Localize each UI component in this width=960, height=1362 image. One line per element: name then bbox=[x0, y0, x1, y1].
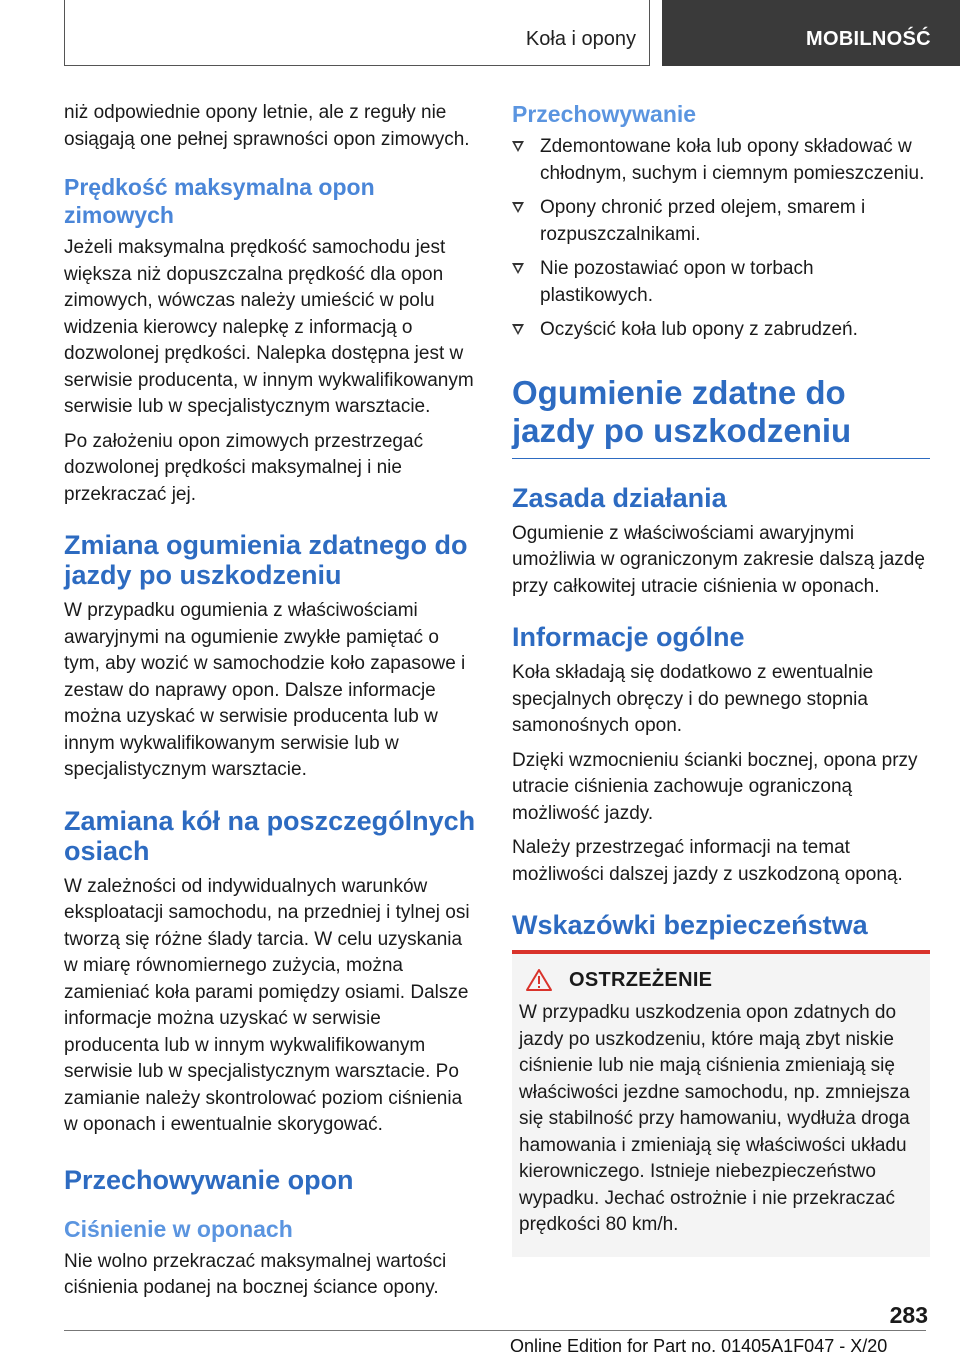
intro-paragraph: niż odpowiednie opony letnie, ale z reguły nie osiągają one pełnej sprawności opon zimowych. bbox=[64, 102, 470, 150]
heading-tyre-storage: Przechowywanie opon bbox=[64, 1164, 354, 1195]
storage-list bbox=[512, 134, 930, 344]
list-item: Opony chronić przed olejem, smarem i rozpuszczalnikami. bbox=[512, 195, 930, 248]
max-speed-paragraph-2: Po założeniu opon zimowych przestrzegać dozwolonej prędkości maksymalnej i nie przekraczać jej. bbox=[64, 430, 424, 505]
heading-change-tyres: Zmiana ogumienia zdatnego do jazdy po uszkodzeniu bbox=[64, 530, 468, 590]
left-column bbox=[64, 100, 480, 1310]
general-paragraph-1: Koła składają się dodatkowo z ewentualnie specjalnych obręczy i do pewnego stopnia samonośnych opon. bbox=[512, 662, 874, 736]
page-number: 283 bbox=[889, 1302, 928, 1328]
warning-text: W przypadku uszkodzenia opon zdatnych do jazdy po uszkodzeniu, które mają zbyt niskie ciśnienie lub nie mają ciśnienia zmieniają się właściwości jezdne samochodu, np. zmniejsza się stabilność przy hamowaniu, wydłuża droga hamowania i zmieniają się właściwości układu kierowniczego. Istnieje niebezpieczeństwo wypadku. Jechać ostrożnie i nie przekraczać prędkości 80 km/h. bbox=[519, 1002, 910, 1235]
max-speed-paragraph-1: Jeżeli maksymalna prędkość samochodu jest większa niż dopuszczalna prędkość dla opon zimowych, wówczas należy umieścić w polu widzenia kierowcy nalepkę z informacją o dozwolonej prędkości. Nalepka dostępna jest w serwisie producenta, w innym wykwalifikowanym serwisie lub w specjalistycznym warsztacie. bbox=[64, 237, 474, 417]
chapter-tab: MOBILNOŚĆ bbox=[662, 0, 960, 66]
bullet-triangle-icon bbox=[512, 324, 524, 335]
right-column bbox=[512, 100, 930, 1257]
bullet-triangle-icon bbox=[512, 202, 524, 213]
tyre-pressure-paragraph: Nie wolno przekraczać maksymalnej wartości ciśnienia podanej na bocznej ściance opony. bbox=[64, 1250, 447, 1298]
change-tyres-paragraph: W przypadku ogumienia z właściwościami awaryjnymi na ogumienie zwykłe pamiętać o tym, aby wozić w samochodzie koło zapasowe i zestaw do naprawy opon. Dalsze informacje można uzyskać w serwisie producenta lub w innym wykwalifikowanym serwisie lub w specjalistycznym warsztacie. bbox=[64, 600, 466, 780]
warning-title: OSTRZEŻENIE bbox=[569, 968, 713, 991]
list-item: Oczyścić koła lub opony z zabrudzeń. bbox=[512, 317, 930, 344]
list-item: Nie pozostawiać opon w torbach plastikowych. bbox=[512, 256, 930, 309]
footer-divider bbox=[64, 1330, 926, 1331]
footer-edition: Online Edition for Part no. 01405A1F047 - X/20 bbox=[510, 1336, 888, 1356]
heading-tyre-pressure: Ciśnienie w oponach bbox=[64, 1215, 293, 1242]
bullet-triangle-icon bbox=[512, 263, 524, 274]
heading-principle: Zasada działania bbox=[512, 482, 727, 513]
general-paragraph-3: Należy przestrzegać informacji na temat możliwości dalszej jazdy z uszkodzoną oponą. bbox=[512, 837, 903, 885]
heading-general-info: Informacje ogólne bbox=[512, 622, 745, 652]
warning-box bbox=[512, 950, 930, 1257]
heading-runflat: Ogumienie zdatne do jazdy po uszkodzeniu bbox=[512, 374, 930, 459]
bullet-triangle-icon bbox=[512, 141, 524, 152]
heading-swap-wheels: Zamiana kół na poszczególnych osiach bbox=[64, 805, 476, 866]
heading-storage: Przechowywanie bbox=[512, 101, 697, 127]
heading-safety: Wskazówki bezpieczeństwa bbox=[512, 910, 868, 940]
general-paragraph-2: Dzięki wzmocnieniu ścianki bocznej, opona przy utracie ciśnienia zachowuje ograniczoną możliwość jazdy. bbox=[512, 749, 918, 824]
section-title: Koła i opony bbox=[525, 28, 636, 50]
heading-max-speed: Prędkość maksymalna opon zimowych bbox=[64, 174, 375, 228]
warning-header bbox=[519, 968, 922, 992]
principle-paragraph: Ogumienie z właściwościami awaryjnymi umożliwia w ograniczonym zakresie dalszą jazdę przy całkowitej utracie ciśnienia w oponach. bbox=[512, 522, 925, 597]
swap-wheels-paragraph: W zależności od indywidualnych warunków eksploatacji samochodu, na przedniej i tylnej osi tworzą się różne ślady tarcia. W celu uzyskania w miarę równomiernego zużycia, można zamieniać koła parami pomiędzy osiami. Dalsze informacje można uzyskać w serwisie producenta lub w innym wykwalifikowanym serwisie lub w specjalistycznym warsztacie. Po zamianie należy skontrolować poziom ciśnienia w oponach i ewentualnie skorygować. bbox=[64, 875, 470, 1135]
warning-triangle-icon bbox=[525, 968, 553, 992]
list-item: Zdemontowane koła lub opony składować w chłodnym, suchym i ciemnym pomieszczeniu. bbox=[512, 134, 930, 187]
